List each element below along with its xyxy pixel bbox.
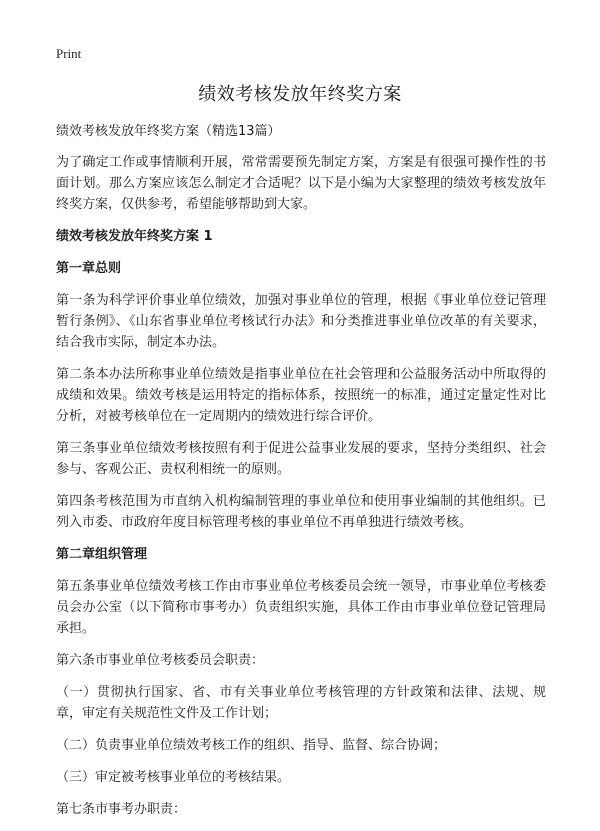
- article-paragraph: 第六条市事业单位考核委员会职责：: [56, 653, 265, 668]
- chapter-heading: 第一章总则: [56, 261, 122, 276]
- article-paragraph: 第七条市事考办职责：: [56, 802, 187, 817]
- article-paragraph: 第二条本办法所称事业单位绩效是指事业单位在社会管理和公益服务活动中所取得的成绩和效果。绩效考核是运用特定的指标体系，按照统一的标准，通过定量定性对比分析，对被考核单位在一定周期内的绩效进行综合评价。: [56, 367, 546, 424]
- article-paragraph: 第四条考核范围为市直纳入机构编制管理的事业单位和使用事业编制的其他组织。已列入市委、市政府年度目标管理考核的事业单位不再单独进行绩效考核。: [56, 494, 546, 530]
- list-item: （一）贯彻执行国家、省、市有关事业单位考核管理的方针政策和法律、法规、规章，审定有关规范性文件及工作计划；: [56, 685, 546, 721]
- page-title: 绩效考核发放年终奖方案: [198, 84, 402, 105]
- chapter-heading: 第二章组织管理: [56, 547, 148, 562]
- document-body: [56, 121, 546, 831]
- section-heading: 绩效考核发放年终奖方案 1: [56, 229, 213, 244]
- list-item: （二）负责事业单位绩效考核工作的组织、指导、监督、综合协调；: [56, 738, 447, 753]
- article-paragraph: 第五条事业单位绩效考核工作由市事业单位考核委员会统一领导，市事业单位考核委员会办公室（以下简称市事考办）负责组织实施，具体工作由市事业单位登记管理局承担。: [56, 579, 546, 636]
- list-item: （三）审定被考核事业单位的考核结果。: [56, 770, 291, 785]
- intro-paragraph: 为了确定工作或事情顺利开展，常常需要预先制定方案，方案是有很强可操作性的书面计划。那么方案应该怎么制定才合适呢？以下是小编为大家整理的绩效考核发放年终奖方案，仅供参考，希望能够帮助到大家。: [56, 155, 546, 212]
- print-link[interactable]: Print: [56, 46, 82, 61]
- article-paragraph: 第三条事业单位绩效考核按照有利于促进公益事业发展的要求，坚持分类组织、社会参与、客观公正、责权利相统一的原则。: [56, 441, 546, 477]
- document-subtitle: 绩效考核发放年终奖方案（精选13篇）: [56, 124, 281, 139]
- article-paragraph: 第一条为科学评价事业单位绩效，加强对事业单位的管理，根据《事业单位登记管理暂行条例》、《山东省事业单位考核试行办法》和分类推进事业单位改革的有关要求，结合我市实际，制定本办法。: [56, 293, 546, 350]
